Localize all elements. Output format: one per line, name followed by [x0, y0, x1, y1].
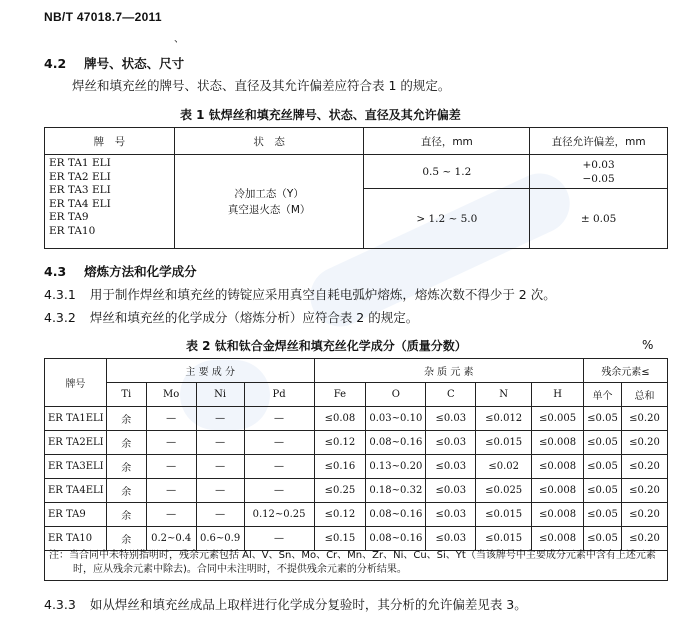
- table-cell: ≤0.02: [476, 455, 532, 479]
- table-cell: ≤0.05: [584, 407, 622, 431]
- state-cell: [174, 155, 364, 249]
- table2-note: 注：当合同中未特别指明时，残余元素包括 Al、V、Sn、Mo、Cr、Mn、Zr、Ni、Cu、Si、Yt（当该牌号中主要成分元素中含有上述元素时，应从残余元素中除去)。合同中未注明时，不提供残余元素的分析结果。: [44, 547, 668, 581]
- table-cell: ≤0.03: [426, 455, 476, 479]
- table2-subheader-row: [45, 383, 668, 407]
- clause-text: 焊丝和填充丝的化学成分（熔炼分析）应符合表 2 的规定。: [89, 310, 419, 325]
- table-cell: ≤0.008: [532, 527, 584, 551]
- header-col: Ti: [106, 383, 146, 407]
- table-row: [45, 431, 668, 455]
- table-cell: —: [146, 431, 196, 455]
- table-cell: ≤0.20: [621, 503, 667, 527]
- table-cell: ≤0.05: [584, 431, 622, 455]
- table-row: [45, 407, 668, 431]
- section-number: 4.2: [44, 56, 67, 71]
- section-4-3-2: [44, 308, 418, 326]
- table-cell: —: [146, 407, 196, 431]
- table-cell: ≤0.20: [621, 431, 667, 455]
- table-cell: 0.08~0.16: [366, 527, 426, 551]
- table-cell: ≤0.008: [532, 455, 584, 479]
- brand-cell: ER TA4ELI: [45, 479, 107, 503]
- table-row: [45, 503, 668, 527]
- table-cell: ≤0.20: [621, 455, 667, 479]
- section-title: 牌号、状态、尺寸: [84, 56, 185, 71]
- table-cell: ≤0.03: [426, 431, 476, 455]
- header-col: H: [532, 383, 584, 407]
- header-impurity: 杂 质 元 素: [314, 359, 584, 383]
- header-diameter: 直径，mm: [364, 128, 530, 155]
- table-cell: 0.2~0.4: [146, 527, 196, 551]
- table-row: [45, 479, 668, 503]
- header-col: N: [476, 383, 532, 407]
- table-cell: ≤0.008: [532, 479, 584, 503]
- table-cell: —: [196, 455, 244, 479]
- header-brand: 牌号: [45, 359, 107, 407]
- table-cell: 0.13~0.20: [366, 455, 426, 479]
- table-cell: ≤0.15: [314, 527, 366, 551]
- table-cell: 0.03~0.10: [366, 407, 426, 431]
- table2: [44, 358, 668, 551]
- table-cell: ≤0.12: [314, 431, 366, 455]
- tolerance-plus: +0.03: [582, 158, 615, 171]
- table1: [44, 127, 668, 249]
- table2-header-row: [45, 359, 668, 383]
- brand-cell: ER TA9: [45, 503, 107, 527]
- clause-number: 4.3.3: [44, 597, 76, 612]
- section-number: 4.3: [44, 264, 67, 279]
- table-cell: 0.08~0.16: [366, 431, 426, 455]
- table-cell: ≤0.08: [314, 407, 366, 431]
- brand: ER TA3 ELI: [49, 184, 111, 196]
- table-cell: ≤0.008: [532, 503, 584, 527]
- header-state: 状 态: [174, 128, 364, 155]
- section-title: 熔炼方法和化学成分: [84, 264, 197, 279]
- table-row: [45, 455, 668, 479]
- table-cell: —: [244, 479, 314, 503]
- header-col: 单个: [584, 383, 622, 407]
- header-col: C: [426, 383, 476, 407]
- header-residual: 残余元素≤: [584, 359, 668, 383]
- table1-header-row: [45, 128, 668, 155]
- table-cell: ≤0.015: [476, 503, 532, 527]
- table-cell: 0.08~0.16: [366, 503, 426, 527]
- table-cell: —: [146, 479, 196, 503]
- table-cell: ≤0.05: [584, 479, 622, 503]
- tolerance-cell: [530, 155, 668, 189]
- header-col: Mo: [146, 383, 196, 407]
- table-cell: 0.6~0.9: [196, 527, 244, 551]
- brand-cell: ER TA10: [45, 527, 107, 551]
- clause-text: 如从焊丝和填充丝成品上取样进行化学成分复验时，其分析的允许偏差见表 3。: [89, 597, 527, 612]
- tolerance-cell: ± 0.05: [530, 189, 668, 249]
- table-cell: —: [196, 431, 244, 455]
- diameter-cell: > 1.2 ~ 5.0: [364, 189, 530, 249]
- table-cell: —: [244, 527, 314, 551]
- table2-unit: %: [642, 338, 654, 352]
- table-cell: ≤0.03: [426, 407, 476, 431]
- table-cell: —: [244, 431, 314, 455]
- header-col: Fe: [314, 383, 366, 407]
- header-col: Ni: [196, 383, 244, 407]
- brand: ER TA9: [49, 211, 89, 223]
- brand: ER TA2 ELI: [49, 170, 111, 183]
- table-cell: —: [196, 503, 244, 527]
- table-cell: ≤0.20: [621, 407, 667, 431]
- table1-caption: 表 1 钛焊丝和填充丝牌号、状态、直径及其允许偏差: [180, 108, 461, 122]
- table-cell: 0.12~0.25: [244, 503, 314, 527]
- table-cell: 0.18~0.32: [366, 479, 426, 503]
- table-cell: 余: [106, 503, 146, 527]
- table-cell: ≤0.012: [476, 407, 532, 431]
- table-cell: ≤0.05: [584, 503, 622, 527]
- table-cell: —: [244, 407, 314, 431]
- table-cell: 余: [106, 407, 146, 431]
- table-cell: —: [146, 455, 196, 479]
- table-cell: 余: [106, 527, 146, 551]
- section-4-3-1: [44, 285, 556, 303]
- state: 真空退火态（M）: [227, 203, 311, 216]
- table2-caption: 表 2 钛和钛合金焊丝和填充丝化学成分（质量分数）: [186, 339, 467, 353]
- table-cell: —: [196, 479, 244, 503]
- table-cell: ≤0.005: [532, 407, 584, 431]
- brand: ER TA10: [49, 224, 96, 237]
- brand-list: [45, 155, 175, 249]
- table-cell: ≤0.008: [532, 431, 584, 455]
- header-tolerance: 直径允许偏差，mm: [530, 128, 668, 155]
- table-cell: ≤0.12: [314, 503, 366, 527]
- brand: ER TA4 ELI: [49, 197, 111, 210]
- table-cell: ≤0.015: [476, 431, 532, 455]
- table-cell: ≤0.20: [621, 479, 667, 503]
- table-cell: ≤0.015: [476, 527, 532, 551]
- table-cell: —: [146, 503, 196, 527]
- table-cell: ≤0.03: [426, 479, 476, 503]
- section-4-3-heading: [44, 262, 197, 280]
- section-4-2-text: 焊丝和填充丝的牌号、状态、直径及其允许偏差应符合表 1 的规定。: [72, 78, 451, 93]
- table-cell: 余: [106, 455, 146, 479]
- header-brand: 牌 号: [45, 128, 175, 155]
- brand-cell: ER TA2ELI: [45, 431, 107, 455]
- table-cell: ≤0.20: [621, 527, 667, 551]
- header-col: O: [366, 383, 426, 407]
- table-cell: —: [244, 455, 314, 479]
- table-cell: ≤0.16: [314, 455, 366, 479]
- table-cell: ≤0.05: [584, 527, 622, 551]
- section-4-3-3: [44, 595, 527, 613]
- stray-mark: 、: [174, 34, 184, 45]
- state: 冷加工态（Y）: [234, 187, 304, 200]
- table1-row: [45, 155, 668, 189]
- table-cell: ≤0.03: [426, 503, 476, 527]
- table-cell: ≤0.05: [584, 455, 622, 479]
- table-cell: —: [196, 407, 244, 431]
- section-4-2-heading: [44, 54, 184, 72]
- header-main: 主 要 成 分: [106, 359, 314, 383]
- header-col: Pd: [244, 383, 314, 407]
- tolerance-minus: −0.05: [582, 172, 615, 185]
- brand-cell: ER TA3ELI: [45, 455, 107, 479]
- clause-number: 4.3.2: [44, 310, 76, 325]
- standard-code: NB/T 47018.7—2011: [44, 10, 162, 24]
- clause-text: 用于制作焊丝和填充丝的铸锭应采用真空自耗电弧炉熔炼，熔炼次数不得少于 2 次。: [89, 287, 556, 302]
- table-cell: ≤0.03: [426, 527, 476, 551]
- brand-cell: ER TA1ELI: [45, 407, 107, 431]
- table-cell: 余: [106, 479, 146, 503]
- table-cell: ≤0.25: [314, 479, 366, 503]
- table-cell: ≤0.025: [476, 479, 532, 503]
- clause-number: 4.3.1: [44, 287, 76, 302]
- diameter-cell: 0.5 ~ 1.2: [364, 155, 530, 189]
- brand: ER TA1 ELI: [49, 157, 111, 169]
- header-col: 总和: [621, 383, 667, 407]
- table-cell: 余: [106, 431, 146, 455]
